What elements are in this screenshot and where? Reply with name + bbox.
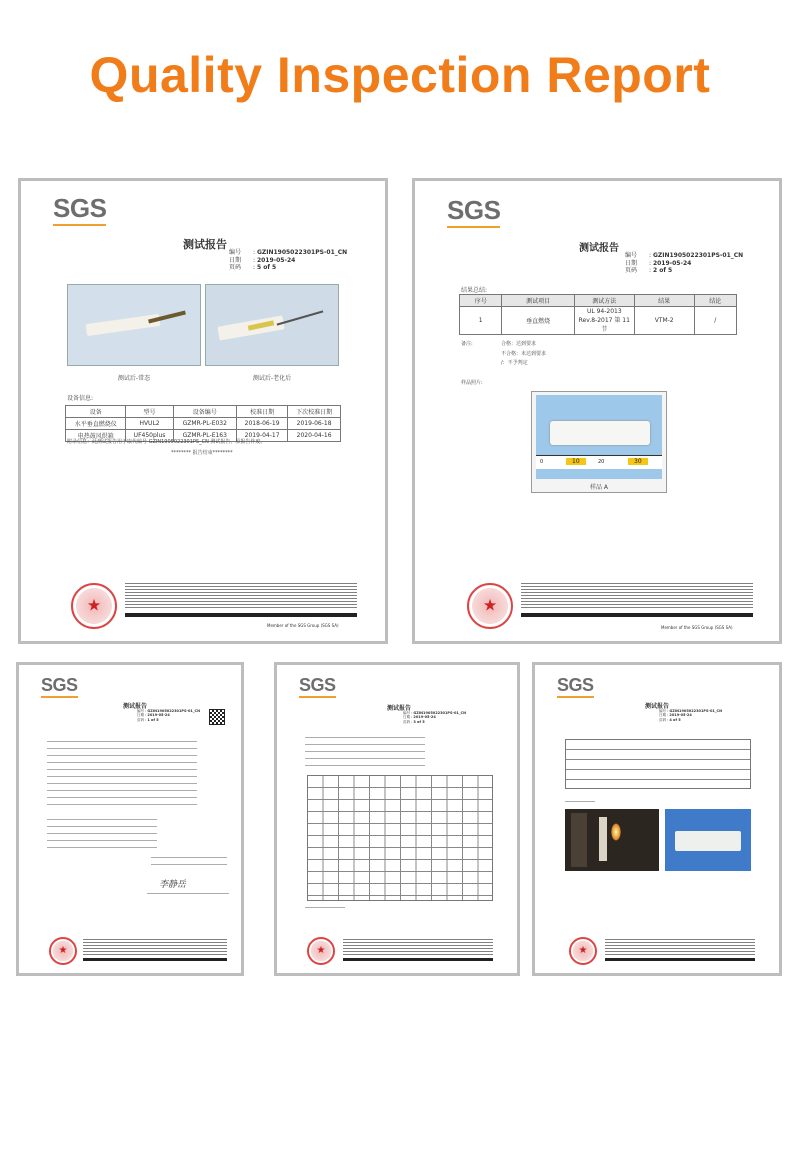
report-number: GZIN1905022301PS-01_CN xyxy=(147,709,201,713)
replacement-note: 附录信息：此测试报告用于取代编号 GZIN1905022301PS_CN 测试报告，原报告作废。 xyxy=(67,439,266,445)
report-number: GZIN1905022301PS-01_CN xyxy=(413,711,467,715)
sgs-seal xyxy=(569,937,597,965)
report-page-5 xyxy=(18,178,388,644)
footer-address-bar xyxy=(125,613,357,617)
report-date: 2019-05-24 xyxy=(413,715,436,720)
report-page-3 xyxy=(274,662,520,976)
report-date: 2019-05-24 xyxy=(652,259,692,267)
report-title: 测试报告 xyxy=(387,705,412,712)
test-info-text xyxy=(47,783,197,811)
member-line: Member of the SGS Group (SGS SA) xyxy=(267,623,339,628)
summary-label: 结果总结: xyxy=(461,287,488,294)
qr-code-icon xyxy=(209,709,225,725)
photo-caption-right: 测试后-老化后 xyxy=(252,375,292,382)
terms-fine-print xyxy=(521,583,753,609)
approval-text xyxy=(151,857,227,871)
footer-address-bar xyxy=(343,958,493,961)
sample-caption: 样品 A xyxy=(589,484,608,491)
equipment-table xyxy=(65,405,341,442)
table-header-row: 序号 测试项目 测试方法 结果 结论 xyxy=(460,295,737,307)
star-icon: ★ xyxy=(58,944,68,956)
burning-test-table xyxy=(307,775,493,901)
report-meta: 编号 : GZIN1905022301PS-01_CN 日期 : 2019-05-24 页码 : 2 of 5 xyxy=(625,252,744,274)
report-title: 测试报告 xyxy=(645,703,670,710)
report-meta: 编号 : GZIN1905022301PS-01_CN 日期 : 2019-05-24 页码 : 3 of 5 xyxy=(403,711,467,724)
dates-text xyxy=(47,819,157,849)
signature: 李静岳 xyxy=(159,880,187,890)
report-meta: 编号 : GZIN1905022301PS-01_CN 日期 : 2019-05-24 页码 : 4 of 5 xyxy=(659,709,723,722)
sgs-logo: SGS xyxy=(53,193,107,223)
remarks-list: 合格：达到要求 不合格：未达到要求 /：不予判定 xyxy=(501,341,547,366)
report-page-1 xyxy=(16,662,244,976)
member-line: Member of the SGS Group (SGS SA) xyxy=(661,625,733,630)
ruler-mark: 0 xyxy=(540,459,544,465)
report-date: 2019-05-24 xyxy=(256,256,296,264)
report-title: 测试报告 xyxy=(183,238,227,251)
sample-photo-frame xyxy=(531,391,667,493)
specimen-photo xyxy=(665,809,751,871)
report-meta: 编号 : GZIN1905022301PS-01_CN 日期 : 2019-05-24 页码 : 5 of 5 xyxy=(229,249,348,271)
report-meta: 编号 : GZIN1905022301PS-01_CN 日期 : 2019-05-24 页码 : 1 of 5 xyxy=(137,709,201,722)
footer-address-bar xyxy=(605,958,755,961)
table-header-row: 设备 型号 设备编号 校准日期 下次校准日期 xyxy=(66,406,341,418)
report-title: 测试报告 xyxy=(579,243,619,254)
photo-caption-left: 测试后-常态 xyxy=(117,375,151,382)
sgs-seal xyxy=(49,937,77,965)
page-title: Quality Inspection Report xyxy=(89,47,711,103)
table-note-text xyxy=(305,907,345,911)
report-number: GZIN1905022301PS-01_CN xyxy=(669,709,723,713)
results-table xyxy=(459,294,737,335)
report-date: 2019-05-24 xyxy=(669,713,692,718)
sgs-logo: SGS xyxy=(447,195,501,225)
report-number: GZIN1905022301PS-01_CN xyxy=(652,252,744,259)
flame-test-photo xyxy=(565,809,659,871)
sample-photo-label: 样品照片: xyxy=(461,380,483,386)
end-of-report: ******** 报告结束******** xyxy=(171,450,233,456)
sgs-logo: SGS xyxy=(41,675,78,695)
sample-photo xyxy=(536,395,662,479)
table-row: 1 垂直燃烧 UL 94-2013 Rev.8-2017 第 11 节 VTM-2 / xyxy=(460,307,737,335)
sgs-logo: SGS xyxy=(557,675,594,695)
page-number: 1 of 5 xyxy=(147,717,159,722)
star-icon: ★ xyxy=(86,595,102,615)
page-number: 2 of 5 xyxy=(652,267,673,274)
report-title: 测试报告 xyxy=(123,703,148,710)
page-number: 5 of 5 xyxy=(256,264,277,271)
terms-fine-print xyxy=(605,939,755,955)
terms-fine-print xyxy=(83,939,227,955)
table-row: 电热鼓风烘箱 UF450plus GZMR-PL-E163 2019-04-17 2020-04-16 xyxy=(66,430,341,442)
equipment-label: 设备信息: xyxy=(67,395,94,402)
footer-address-bar xyxy=(83,958,227,961)
sgs-seal xyxy=(307,937,335,965)
report-number: GZIN1905022301PS-01_CN xyxy=(256,249,348,256)
report-page-4 xyxy=(532,662,782,976)
page-number: 4 of 5 xyxy=(669,717,681,722)
table-row: 水平垂直燃烧仪 HVUL2 GZMR-PL-E032 2018-06-19 2019-06-18 xyxy=(66,418,341,430)
sgs-seal xyxy=(71,583,117,629)
star-icon: ★ xyxy=(578,944,588,956)
client-info-text xyxy=(47,741,197,777)
terms-fine-print xyxy=(343,939,493,955)
report-page-2 xyxy=(412,178,782,644)
sgs-seal xyxy=(467,583,513,629)
star-icon: ★ xyxy=(482,595,498,615)
page-number: 3 of 5 xyxy=(413,719,425,724)
photo-after-test-normal xyxy=(67,284,201,366)
remark-label: 备注: xyxy=(461,341,473,347)
test-method-text xyxy=(305,737,425,769)
ruler-mark: 30 xyxy=(628,458,648,465)
sgs-logo: SGS xyxy=(299,675,336,695)
ruler-mark: 10 xyxy=(566,458,586,465)
footer-address-bar xyxy=(521,613,753,617)
signature-line xyxy=(147,893,229,897)
star-icon: ★ xyxy=(316,944,326,956)
photo-after-test-aged xyxy=(205,284,339,366)
photo-label-text xyxy=(565,801,595,805)
report-date: 2019-05-24 xyxy=(147,713,170,718)
classification-table xyxy=(565,739,751,789)
terms-fine-print xyxy=(125,583,357,609)
ruler-mark: 20 xyxy=(598,459,605,465)
